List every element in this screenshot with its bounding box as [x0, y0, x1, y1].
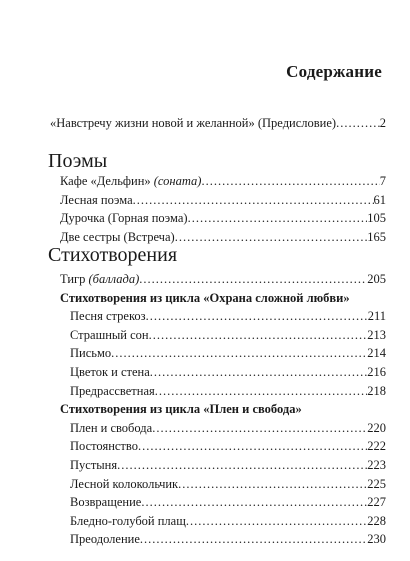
- toc-entry[interactable]: [60, 437, 386, 456]
- page-title: Содержание: [286, 62, 382, 81]
- entry-page: 7: [379, 174, 386, 188]
- toc-entry[interactable]: [60, 382, 386, 401]
- entry-page: 213: [367, 327, 386, 342]
- entry-page: 205: [367, 272, 386, 286]
- leader-dots: [188, 209, 368, 228]
- entry-title: Цветок и стена: [70, 364, 150, 379]
- leader-dots: [178, 475, 367, 494]
- entry-title: Бледно-голубой плащ: [70, 513, 186, 528]
- entry-page: 165: [367, 229, 386, 244]
- leader-dots: [149, 326, 368, 345]
- entry-title: Предрассветная: [70, 383, 155, 398]
- leader-dots: [140, 530, 367, 549]
- toc-entry[interactable]: [60, 326, 386, 345]
- leader-dots: [139, 270, 367, 289]
- entry-title: «Навстречу жизни новой и желанной» (Предисловие): [50, 116, 337, 130]
- entry-page: 216: [367, 364, 386, 379]
- entry-page: 211: [367, 309, 386, 324]
- section-title-verses: Стихотворения: [48, 244, 178, 266]
- leader-dots: [155, 382, 368, 401]
- entry-page: 223: [367, 457, 386, 472]
- leader-dots: [138, 437, 367, 456]
- entry-page: 220: [367, 420, 386, 435]
- entry-title: Кафе «Дельфин»: [60, 174, 154, 188]
- entry-page: 225: [367, 476, 386, 491]
- toc-entry[interactable]: [60, 191, 386, 210]
- toc-group-title: Стихотворения из цикла «Плен и свобода»: [60, 402, 302, 417]
- leader-dots: [133, 191, 374, 210]
- entry-title: Преодоление: [70, 532, 140, 547]
- leader-dots: [201, 172, 379, 191]
- entry-page: 214: [367, 346, 386, 361]
- entry-page: 222: [367, 439, 386, 454]
- entry-title: Две сестры (Встреча): [60, 229, 175, 244]
- toc-entry[interactable]: [60, 456, 386, 475]
- toc-entry[interactable]: [60, 419, 386, 438]
- leader-dots: [175, 228, 368, 247]
- leader-dots: [152, 419, 367, 438]
- entry-title: Письмо: [70, 346, 112, 361]
- toc-group-title: Стихотворения из цикла «Охрана сложной любви»: [60, 290, 350, 305]
- leader-dots: [150, 363, 367, 382]
- toc-entry[interactable]: [60, 493, 386, 512]
- leader-dots: [141, 493, 367, 512]
- toc-list-verses: [60, 270, 386, 549]
- entry-title: Постоянство: [70, 439, 138, 454]
- toc-entry[interactable]: [60, 530, 386, 549]
- entry-title: Лесная поэма: [60, 192, 133, 207]
- leader-dots: [146, 307, 368, 326]
- toc-entry[interactable]: [60, 209, 386, 228]
- entry-page: 105: [367, 211, 386, 226]
- leader-dots: [111, 344, 367, 363]
- entry-page: 61: [373, 192, 386, 207]
- toc-entry[interactable]: [60, 270, 386, 289]
- entry-title: Страшный сон: [70, 327, 149, 342]
- toc-entry[interactable]: [60, 307, 386, 326]
- toc-entry[interactable]: [60, 363, 386, 382]
- entry-page: 228: [367, 513, 386, 528]
- entry-title: Плен и свобода: [70, 420, 153, 435]
- entry-page: 218: [367, 383, 386, 398]
- entry-title: Пустыня: [70, 457, 118, 472]
- toc-entry-preface[interactable]: [50, 116, 386, 131]
- entry-page: 2: [379, 116, 386, 130]
- entry-title: Дурочка (Горная поэма): [60, 211, 188, 226]
- entry-note: (соната): [153, 174, 202, 188]
- entry-page: 227: [367, 495, 386, 510]
- section-title-poems: Поэмы: [48, 150, 108, 172]
- entry-title: Лесной колокольчик: [70, 476, 179, 491]
- entry-page: 230: [367, 532, 386, 547]
- leader-dots: [336, 116, 380, 131]
- toc-entry[interactable]: [60, 475, 386, 494]
- toc-entry[interactable]: [60, 172, 386, 191]
- entry-note: (баллада): [88, 272, 140, 286]
- toc-list-poems: [60, 172, 386, 246]
- entry-title: Тигр: [60, 272, 89, 286]
- leader-dots: [186, 512, 367, 531]
- toc-entry[interactable]: [60, 344, 386, 363]
- entry-title: Возвращение: [70, 495, 142, 510]
- leader-dots: [117, 456, 367, 475]
- entry-title: Песня стрекоз: [70, 309, 146, 324]
- toc-entry[interactable]: [60, 512, 386, 531]
